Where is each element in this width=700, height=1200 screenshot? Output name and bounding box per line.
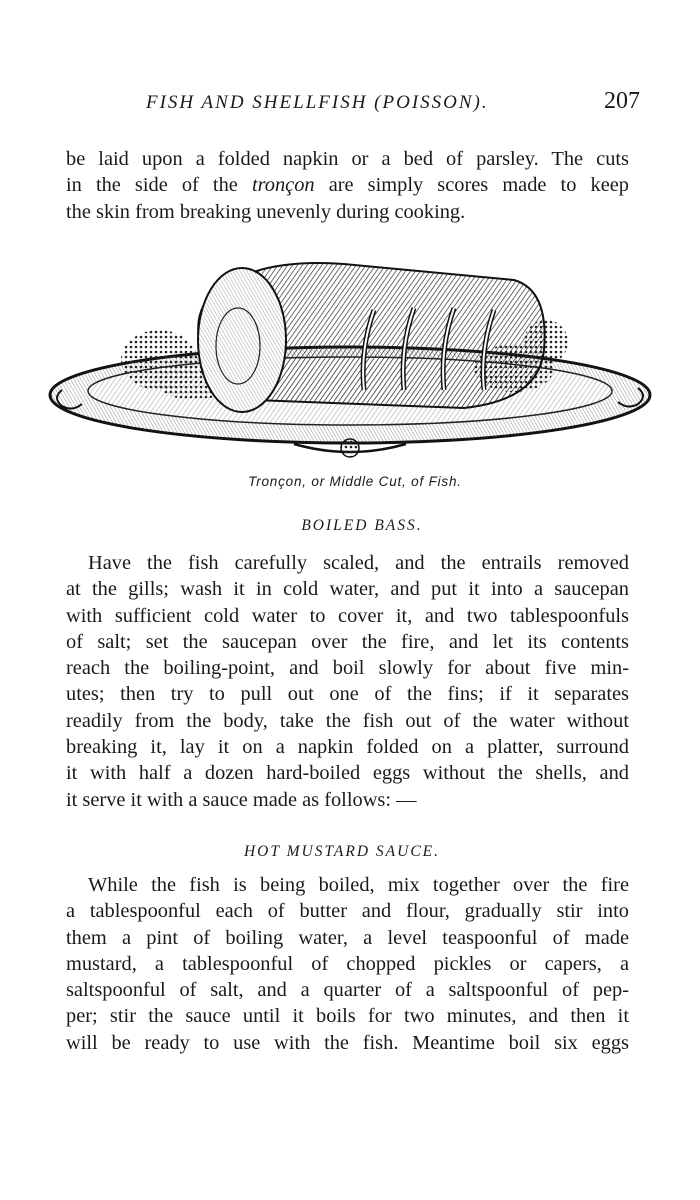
running-head <box>60 88 640 118</box>
text-line: will be ready to use with the fish. Meantime boil six eggs <box>66 1031 629 1054</box>
text-line: mustard, a tablespoonful of chopped pickles or capers, a <box>66 952 629 975</box>
hot-mustard-sauce-paragraph <box>66 872 629 1056</box>
text-line: it serve it with a sauce made as follows: — <box>66 788 417 811</box>
text-fragment: in the side of the <box>66 174 252 197</box>
text-line: it with half a dozen hard-boiled eggs without the shells, and <box>66 762 629 785</box>
text-line: of salt; set the saucepan over the fire, and let its contents <box>66 630 629 653</box>
text-line: reach the boiling-point, and boil slowly for about five min- <box>66 657 629 680</box>
text-line: a tablespoonful each of butter and flour, gradually stir into <box>66 900 629 923</box>
section-heading-hot-mustard-sauce: HOT MUSTARD SAUCE. <box>243 843 441 860</box>
text-line: utes; then try to pull out one of the fins; if it separates <box>66 683 629 706</box>
text-line: be laid upon a folded napkin or a bed of parsley. The cuts <box>66 148 629 170</box>
fish-on-platter-engraving <box>44 250 656 472</box>
text-line: at the gills; wash it in cold water, and put it into a saucepan <box>66 578 629 601</box>
text-line: Have the fish carefully scaled, and the entrails removed <box>88 552 629 574</box>
section-heading-boiled-bass: BOILED BASS. <box>301 517 423 534</box>
text-fragment: are simply scores made to keep <box>314 174 629 197</box>
text-line: with sufficient cold water to cover it, and two tablespoonfuls <box>66 604 629 627</box>
figure-caption: Tronçon, or Middle Cut, of Fish. <box>248 474 462 489</box>
text-line: breaking it, lay it on a napkin folded on a platter, surround <box>66 736 629 759</box>
italic-term: tronçon <box>251 174 315 197</box>
text-line: the skin from breaking unevenly during cooking. <box>66 200 466 223</box>
boiled-bass-paragraph <box>66 550 629 813</box>
text-line: saltspoonful of salt, and a quarter of a saltspoonful of pep- <box>66 979 629 1002</box>
text-line: per; stir the sauce until it boils for two minutes, and then it <box>66 1005 629 1028</box>
text-line <box>66 172 629 198</box>
text-line: them a pint of boiling water, a level teaspoonful of made <box>66 926 629 949</box>
fish-troncon <box>198 263 545 412</box>
text-line: readily from the body, take the fish out of the water without <box>66 709 629 732</box>
text-line: While the fish is being boiled, mix together over the fire <box>88 874 629 896</box>
intro-paragraph <box>66 146 629 225</box>
page-number: 207 <box>604 88 640 114</box>
running-title: FISH AND SHELLFISH (POISSON). <box>146 92 489 113</box>
